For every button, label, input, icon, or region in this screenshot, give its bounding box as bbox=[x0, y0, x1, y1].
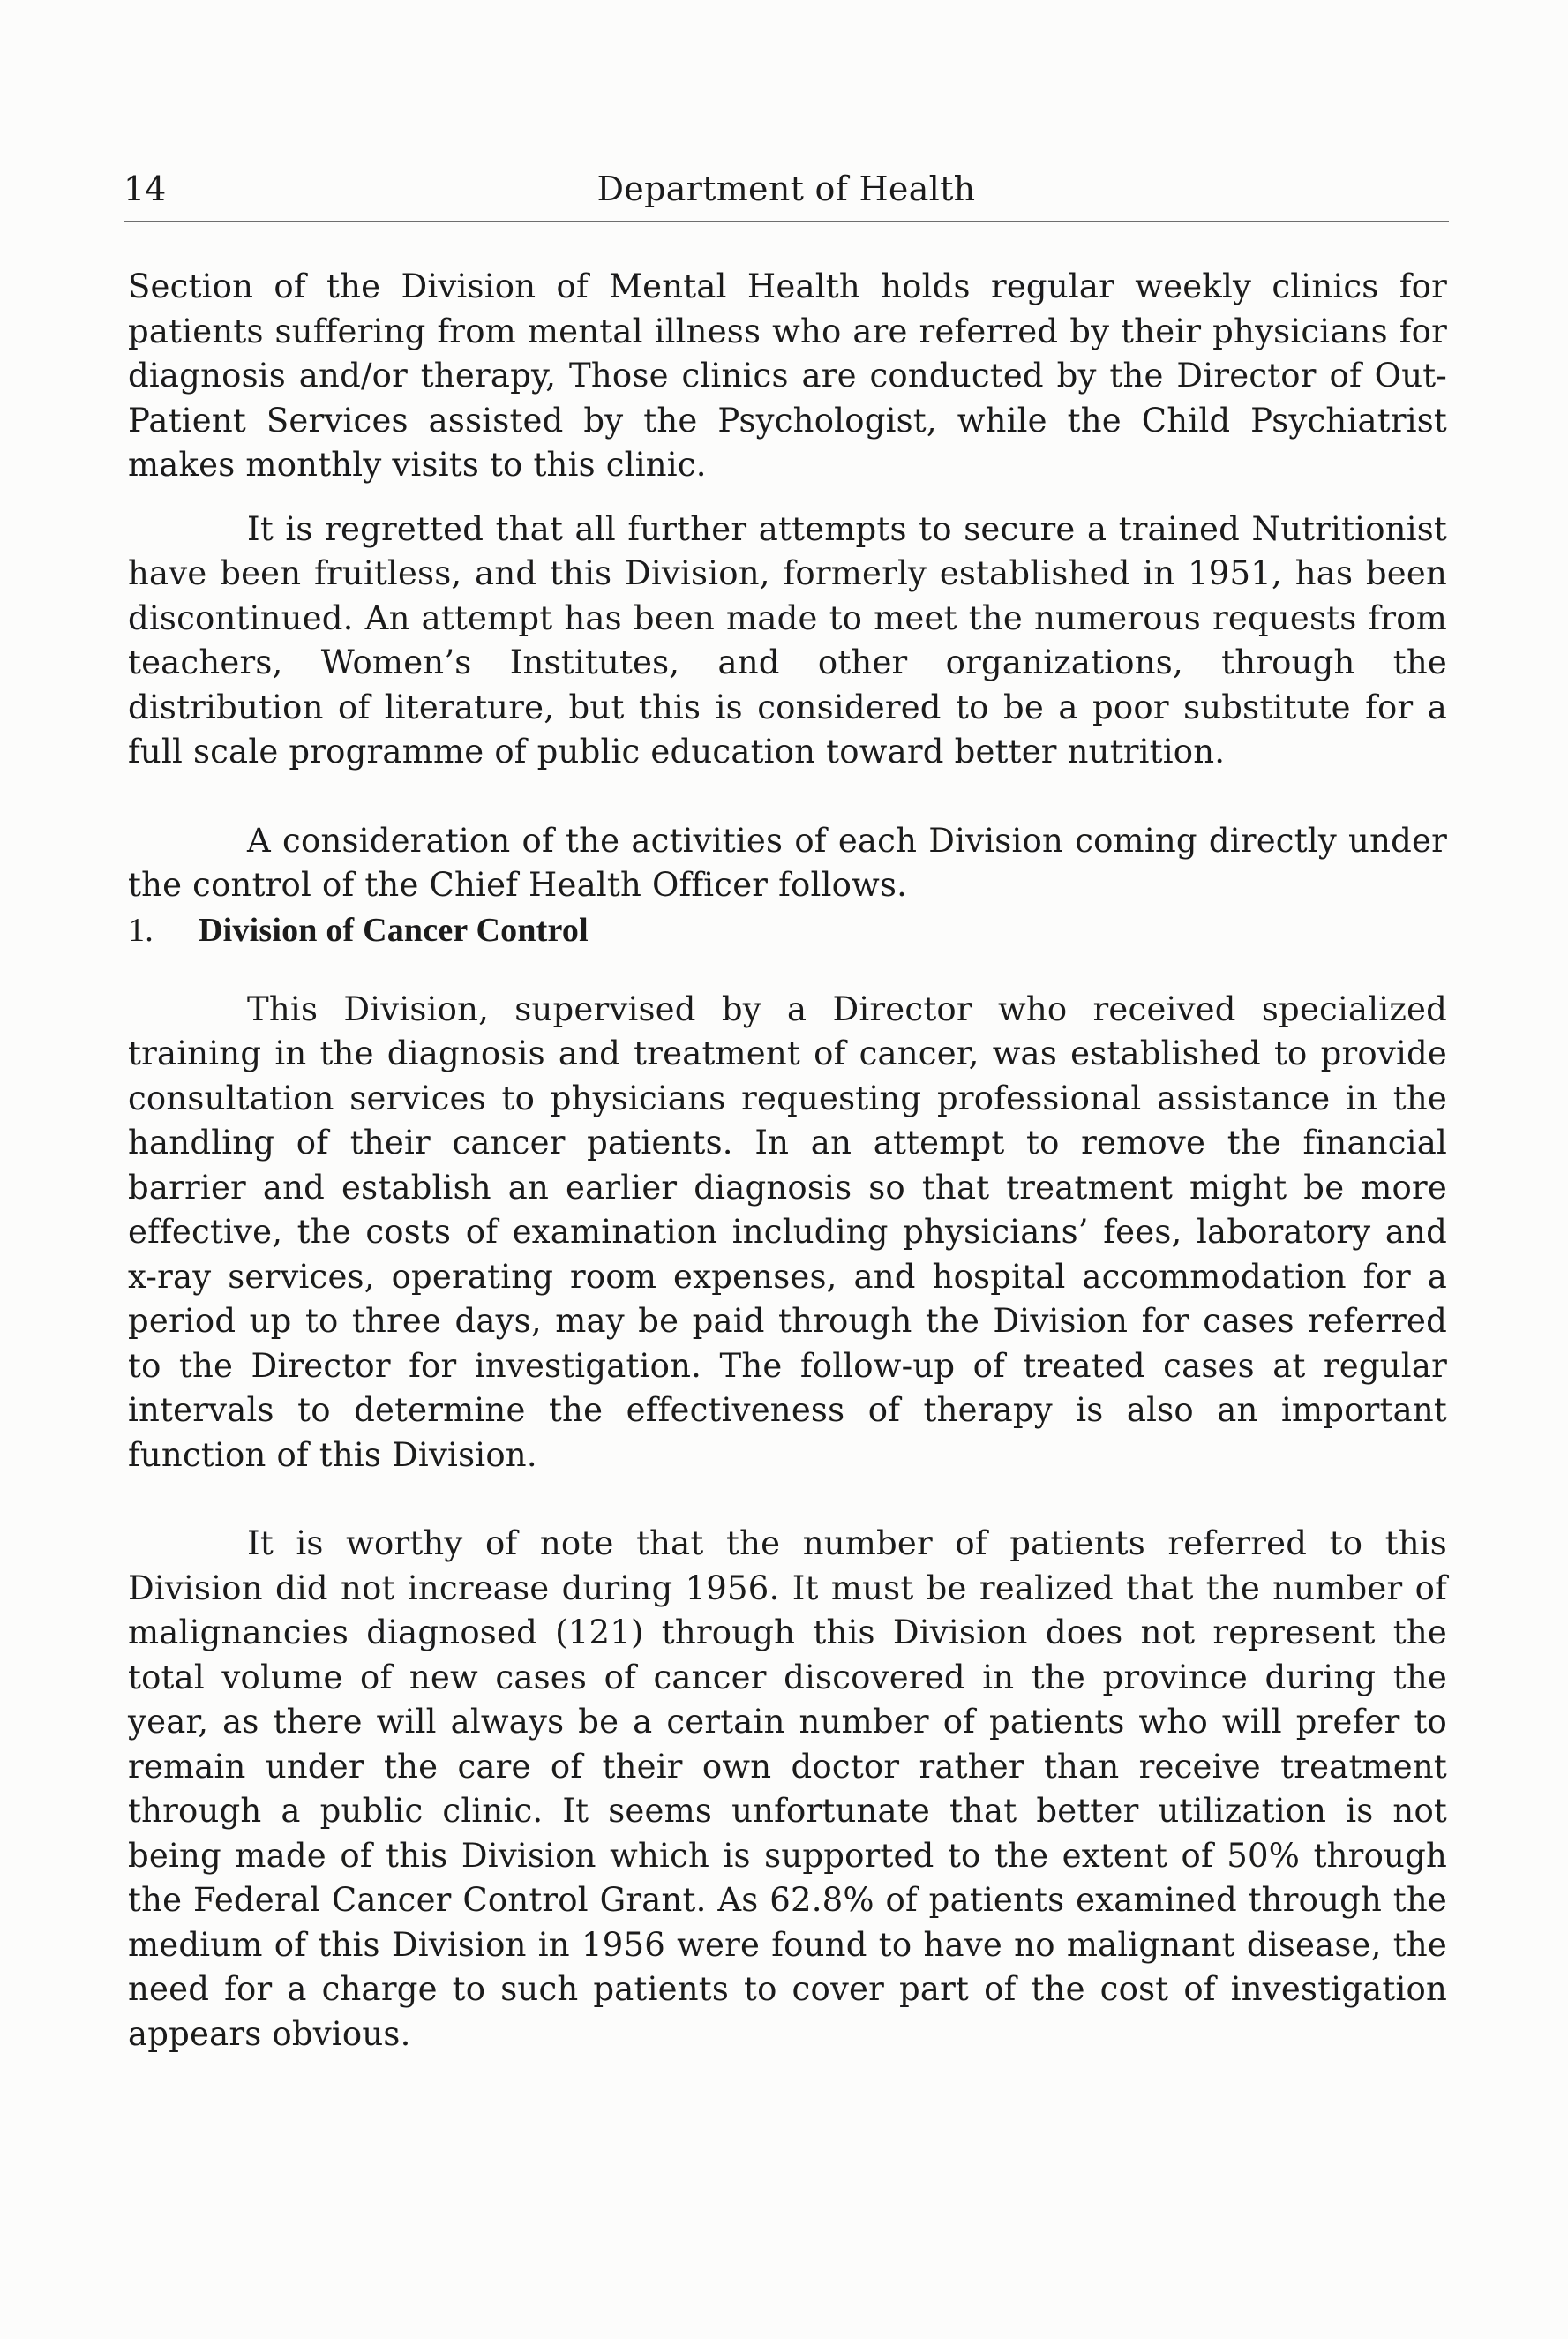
running-title: Department of Health bbox=[596, 169, 976, 208]
paragraph-cancer-referrals: It is worthy of note that the number of patients referred to this Division did not increase during 1956. It must be realized that the number of malignancies diagnosed (121) through this Division does not represent the total volume of new cases of cancer discovered in the province during the year, as there will always be a certain number of patients who will prefer to remain under the care of their own doctor rather than receive treatment through a public clinic. It seems unfortunate that better utilization is not being made of this Division which is supported to the extent of 50% through the Federal Cancer Control Grant. As 62.8% of patients examined through the medium of this Division in 1956 were found to have no malignant disease, the need for a charge to such patients to cover part of the cost of investigation appears obvious. bbox=[128, 1524, 1447, 2053]
body-text bbox=[128, 265, 1447, 2057]
section-heading bbox=[128, 908, 1447, 952]
paragraph-nutrition: It is regretted that all further attempts to secure a trained Nutritionist have been fruitless, and this Division, formerly established in 1951, has been discontinued. An attempt has been made to meet the numerous requests from teachers, Women’s Institutes, and other organizations, through the distribution of literature, but this is considered to be a poor substitute for a full scale programme of public education toward better nutrition. bbox=[128, 509, 1447, 771]
page-number: 14 bbox=[124, 169, 167, 208]
paragraph-cancer-division: This Division, supervised by a Director who received specialized training in the diagnosis and treatment of cancer, was established to provide consultation services to physicians requesting professional assistance in the handling of their cancer patients. In an attempt to remove the financial barrier and establish an earlier diagnosis so that treatment might be more effective, the costs of examination including physicians’ fees, laboratory and x-ray services, operating room expenses, and hospital accommodation for a period up to three days, may be paid through the Division for cases referred to the Director for investigation. The follow-up of treated cases at regular intervals to determine the effectiveness of therapy is also an important function of this Division. bbox=[128, 989, 1447, 1474]
header-rule bbox=[124, 221, 1449, 222]
section-title: Division of Cancer Control bbox=[199, 911, 589, 949]
paragraph-division-overview: A consideration of the activities of each Division coming directly under the control of the Chief Health Officer follows. bbox=[128, 821, 1447, 904]
section-number: 1. bbox=[128, 911, 154, 949]
paragraph-mental-health-clinics: Section of the Division of Mental Health holds regular weekly clinics for patients suffering from mental illness who are referred by their physicians for diagnosis and/or therapy, Those clinics are conducted by the Director of Out-Patient Services assisted by the Psychologist, while the Child Psychiatrist makes monthly visits to this clinic. bbox=[128, 267, 1447, 484]
running-header bbox=[124, 168, 1449, 221]
